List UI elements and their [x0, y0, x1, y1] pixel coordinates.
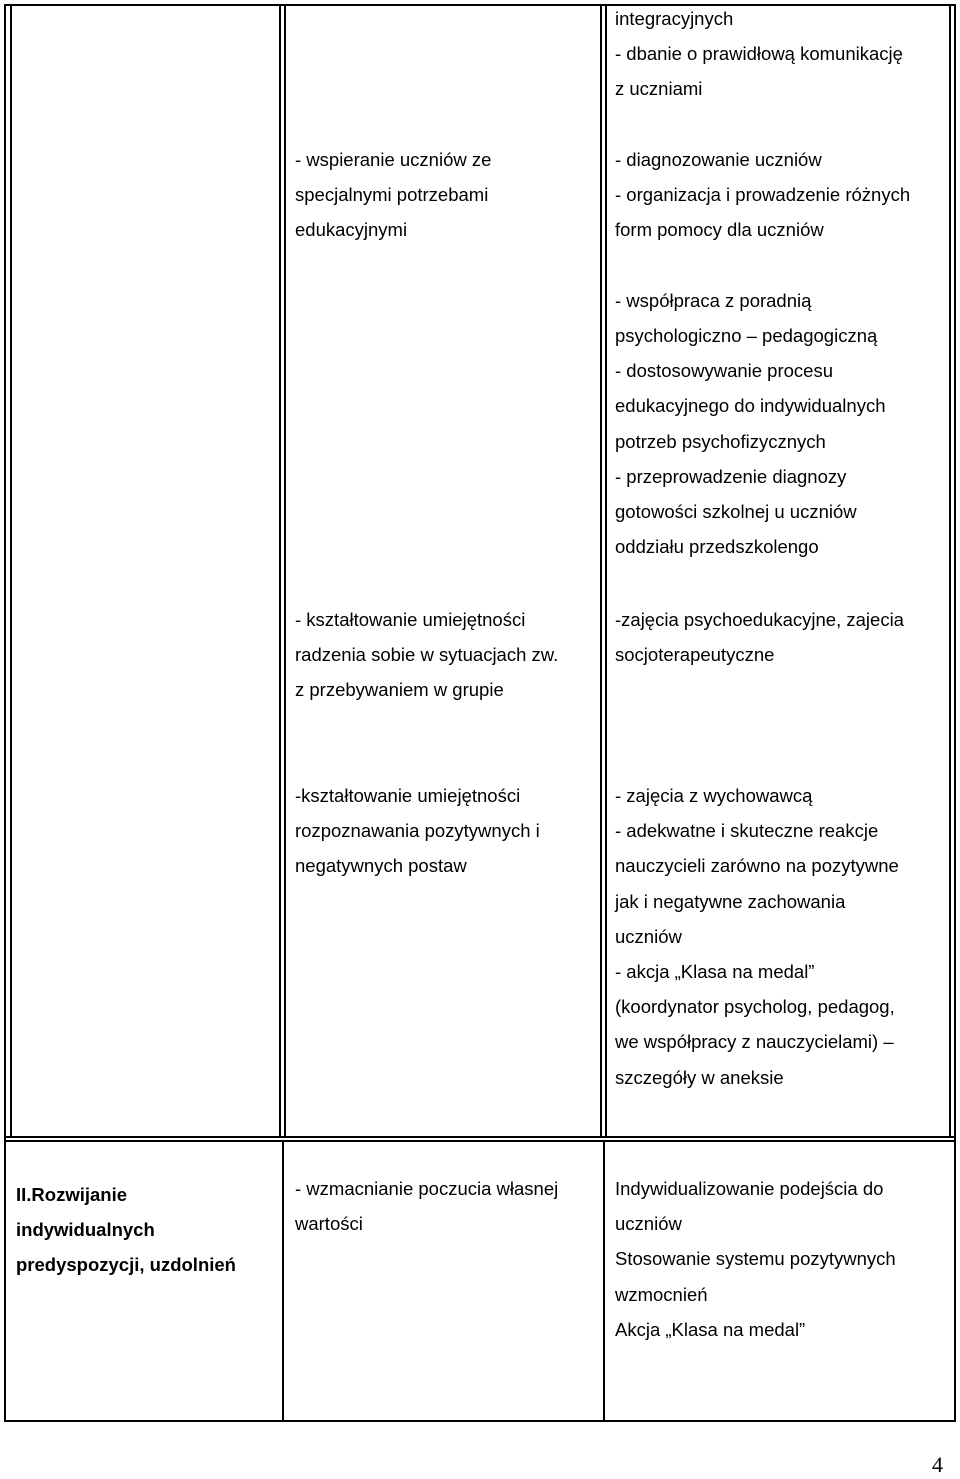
table-border-right — [954, 4, 956, 1422]
text-line: - kształtowanie umiejętności — [295, 609, 526, 630]
text-line: uczniów — [615, 1213, 682, 1235]
text-line: - zajęcia z wychowawcą — [615, 785, 813, 806]
text-line: socjoterapeutyczne — [615, 644, 775, 666]
table-border-right-inner — [949, 4, 951, 1138]
text-line: specjalnymi potrzebami — [295, 184, 489, 206]
text-line: radzenia sobie w sytuacjach zw. — [295, 644, 559, 666]
text-line: uczniów — [615, 925, 682, 947]
section-divider-b — [4, 1140, 956, 1142]
text-line: - dbanie o prawidłową komunikację — [615, 43, 903, 65]
section-title: Rozwijanie — [31, 1184, 128, 1205]
section-divider — [4, 1136, 956, 1138]
text-line: jak i negatywne zachowania — [615, 890, 846, 912]
text-line: - przeprowadzenie diagnozy — [615, 465, 847, 487]
text-line: integracyjnych — [615, 8, 734, 29]
attitudes-task-cell — [295, 778, 540, 884]
section-ii-actions-cell — [615, 1171, 896, 1347]
text-line: potrzeb psychofizycznych — [615, 430, 826, 452]
text-line: nauczycieli zarówno na pozytywne — [615, 855, 899, 877]
text-line: predyspozycji, uzdolnień — [16, 1254, 236, 1276]
attitudes-actions-cell — [615, 778, 899, 1095]
text-line: - organizacja i prowadzenie różnych — [615, 184, 911, 206]
text-line: wartości — [295, 1213, 363, 1235]
coping-actions-cell — [615, 602, 904, 672]
text-line: Indywidualizowanie podejścia do — [615, 1178, 884, 1199]
table-border-left — [4, 4, 6, 1422]
text-line: edukacyjnymi — [295, 219, 408, 241]
text-line: Stosowanie systemu pozytywnych — [615, 1248, 896, 1270]
text-line: z przebywaniem w grupie — [295, 679, 504, 701]
section-number: II. — [16, 1184, 32, 1205]
text-line: we współpracy z nauczycielami) – — [615, 1031, 894, 1053]
text-line: Akcja „Klasa na medal” — [615, 1318, 806, 1340]
text-line: - adekwatne i skuteczne reakcje — [615, 820, 879, 842]
table-border-bottom — [4, 1420, 956, 1422]
text-line: psychologiczno – pedagogiczną — [615, 324, 878, 346]
text-line: -zajęcia psychoedukacyjne, zajecia — [615, 609, 904, 630]
text-line: z uczniami — [615, 78, 703, 100]
text-line: - wspieranie uczniów ze — [295, 149, 492, 170]
column-divider-1 — [279, 4, 281, 1138]
integration-actions-cell — [615, 1, 903, 107]
text-line: rozpoznawania pozytywnych i — [295, 820, 540, 842]
section-ii-area-cell — [16, 1177, 236, 1283]
column-divider-1b — [284, 4, 286, 1138]
column-divider-1-lower — [282, 1140, 284, 1422]
column-divider-2 — [600, 4, 602, 1138]
text-line — [16, 1177, 236, 1212]
column-divider-2-lower — [603, 1140, 605, 1422]
text-line: wzmocnień — [615, 1283, 708, 1305]
table-border-left-inner — [10, 4, 12, 1138]
section-ii-task-cell — [295, 1171, 558, 1241]
coping-task-cell — [295, 602, 558, 708]
text-line — [615, 248, 910, 283]
text-line: edukacyjnego do indywidualnych — [615, 395, 886, 417]
text-line: szczegóły w aneksie — [615, 1066, 784, 1088]
text-line: - dostosowywanie procesu — [615, 360, 833, 382]
special-needs-actions-cell — [615, 142, 910, 564]
text-line: - współpraca z poradnią — [615, 289, 812, 311]
text-line: oddziału przedszkolengo — [615, 536, 819, 558]
text-line: -kształtowanie umiejętności — [295, 785, 521, 806]
text-line: - diagnozowanie uczniów — [615, 149, 822, 170]
text-line: - akcja „Klasa na medal” — [615, 960, 815, 982]
text-line: form pomocy dla uczniów — [615, 219, 824, 241]
special-needs-task-cell — [295, 142, 491, 248]
page-number: 4 — [932, 1452, 943, 1477]
column-divider-2b — [605, 4, 607, 1138]
text-line: negatywnych postaw — [295, 855, 467, 877]
text-line: (koordynator psycholog, pedagog, — [615, 996, 895, 1018]
text-line: indywidualnych — [16, 1219, 155, 1241]
text-line: gotowości szkolnej u uczniów — [615, 500, 857, 522]
text-line: - wzmacnianie poczucia własnej — [295, 1178, 559, 1199]
